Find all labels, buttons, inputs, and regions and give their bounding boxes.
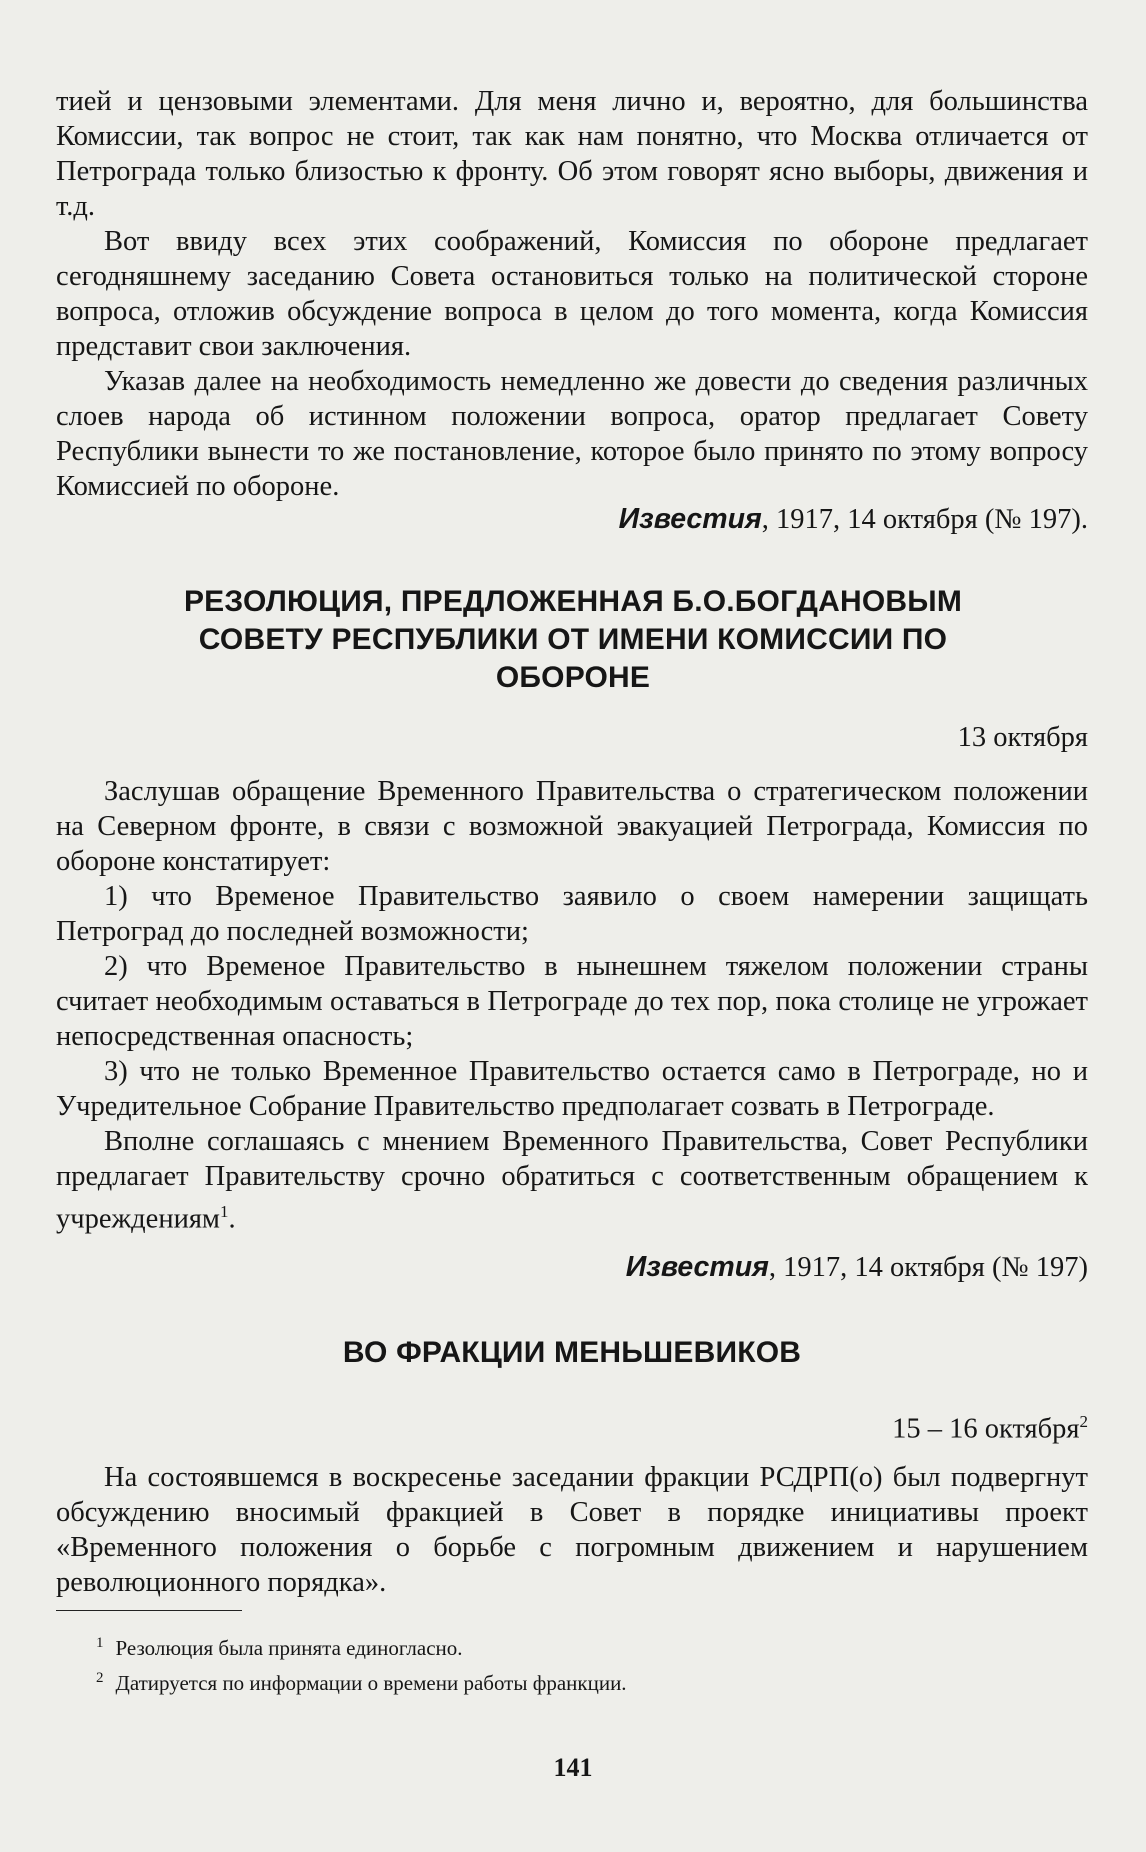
footnote-mark: 1	[96, 1635, 104, 1651]
footnote-divider	[56, 1610, 242, 1611]
footnote-text: Датируется по информации о времени работы франкции.	[115, 1671, 627, 1695]
paragraph-text: Вполне соглашаясь с мнением Временного Правительства, Совет Республики предлагает Правительству срочно обратиться с соответственным обращением к учреждениям	[56, 1126, 1088, 1235]
paragraph: Вот ввиду всех этих соображений, Комиссия по обороне предлагает сегодняшнему заседанию Совета остановиться только на политической стороне вопроса, отложив обсуждение вопроса в целом до того момента, когда Комиссия представит свои заключения.	[56, 226, 1088, 362]
source-journal: Известия	[625, 1251, 769, 1283]
date-text: 15 – 16 октября	[892, 1413, 1080, 1445]
fraction-body	[56, 1460, 1088, 1600]
paragraph: тией и цензовыми элементами. Для меня лично и, вероятно, для большинства Комиссии, так вопрос не стоит, так как нам понятно, что Москва отличается от Петрограда только близостью к фронту. Об этом говорят ясно выборы, движения и т.д.	[56, 86, 1088, 222]
footnotes	[96, 1628, 1088, 1698]
fraction-heading-wrap	[56, 1334, 1088, 1372]
paragraph: 2) что Временое Правительство в нынешнем тяжелом положении страны считает необходимым оставаться в Петрограде до тех пор, пока столице не угрожает непосредственная опасность;	[56, 951, 1088, 1052]
resolution-body	[56, 774, 1088, 1237]
paragraph: На состоявшемся в воскресенье заседании фракции РСДРП(о) был подвергнут обсуждению вносимый фракцией в Совет в порядке инициативы проект «Временного положения о борьбе с погромным движением и нарушением революционного порядка».	[56, 1462, 1088, 1598]
source-details: , 1917, 14 октября (№ 197).	[761, 504, 1088, 535]
source-details: , 1917, 14 октября (№ 197)	[768, 1252, 1088, 1283]
source-journal: Известия	[618, 503, 762, 535]
section-date: 13 октября	[957, 722, 1088, 753]
footnote-text: Резолюция была принята единогласно.	[115, 1636, 463, 1660]
footnote	[96, 1663, 1088, 1698]
resolution-heading-wrap	[140, 583, 1006, 697]
section-heading: РЕЗОЛЮЦИЯ, ПРЕДЛОЖЕННАЯ Б.О.БОГДАНОВЫМ СОВЕТУ РЕСПУБЛИКИ ОТ ИМЕНИ КОМИССИИ ПО ОБОРОНЕ	[183, 585, 963, 694]
section-date	[56, 1404, 1088, 1447]
paragraph: 3) что не только Временное Правительство остается само в Петрограде, но и Учредительное Собрание Правительство предполагает созвать в Петрограде.	[56, 1056, 1088, 1122]
paragraph: 1) что Временое Правительство заявило о своем намерении защищать Петроград до последней возможности;	[56, 881, 1088, 947]
footnote-ref: 2	[1079, 1412, 1088, 1431]
page-number: 141	[553, 1753, 593, 1782]
paragraph	[56, 1124, 1088, 1237]
source-citation	[56, 1250, 1088, 1285]
footnote-ref: 1	[219, 1202, 229, 1221]
section-heading: ВО ФРАКЦИИ МЕНЬШЕВИКОВ	[342, 1336, 802, 1369]
source-citation	[56, 502, 1088, 537]
intro-section	[56, 84, 1088, 504]
footnote	[96, 1628, 1088, 1663]
footnote-mark: 2	[96, 1670, 104, 1686]
paragraph: Указав далее на необходимость немедленно же довести до сведения различных слоев народа об истинном положении вопроса, оратор предлагает Совету Республики вынести то же постановление, которое было принято по этому вопросу Комиссией по обороне.	[56, 366, 1088, 502]
paragraph-end: .	[228, 1203, 236, 1235]
paragraph: Заслушав обращение Временного Правительства о стратегическом положении на Северном фронте, в связи с возможной эвакуацией Петрограда, Комиссия по обороне констатирует:	[56, 776, 1088, 877]
